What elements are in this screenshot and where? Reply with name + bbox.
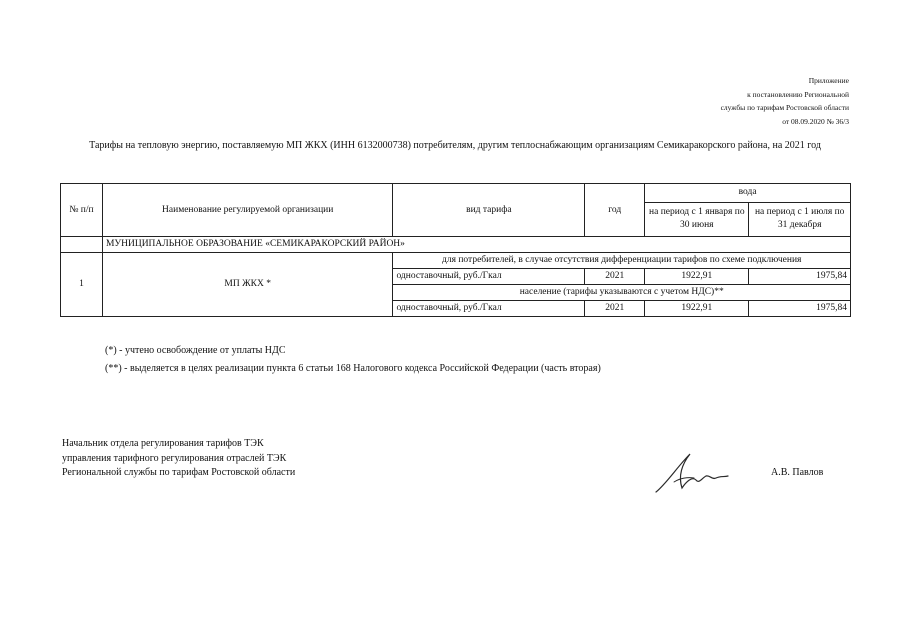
position-line-1: Начальник отдела регулирования тарифов ТЭК [62, 438, 264, 449]
section-2-period-1: 1922,91 [645, 301, 749, 317]
municipality-empty-cell [61, 237, 103, 253]
appendix-line-3: службы по тарифам Ростовской области [720, 103, 849, 112]
section-1-period-2: 1975,84 [749, 269, 851, 285]
header-period-2: на период с 1 июля по 31 декабря [749, 202, 851, 236]
municipality-name: МУНИЦИПАЛЬНОЕ ОБРАЗОВАНИЕ «СЕМИКАРАКОРСКИЙ РАЙОН» [102, 237, 850, 253]
section-2-period-2: 1975,84 [749, 301, 851, 317]
header-period-1: на период с 1 января по 30 июня [645, 202, 749, 236]
section-2-type: одноставочный, руб./Гкал [393, 301, 585, 317]
header-year: год [585, 184, 645, 237]
section-1-label: для потребителей, в случае отсутствия дифференциации тарифов по схеме подключения [393, 253, 851, 269]
section-1-type: одноставочный, руб./Гкал [393, 269, 585, 285]
section-1-year: 2021 [585, 269, 645, 285]
row-num: 1 [61, 253, 103, 317]
appendix-block [721, 74, 849, 128]
appendix-line-2: к постановлению Региональной [747, 89, 849, 99]
municipality-row [61, 237, 851, 253]
header-group-water: вода [645, 184, 851, 203]
section-1-period-1: 1922,91 [645, 269, 749, 285]
table-row [61, 253, 851, 269]
section-2-label: население (тарифы указываются с учетом НДС)** [393, 285, 851, 301]
footnote-2: (**) - выделяется в целях реализации пункта 6 статьи 168 Налогового кодекса Российской Федерации (часть вторая) [105, 363, 601, 374]
header-num: № п/п [61, 184, 103, 237]
handwritten-signature [652, 450, 730, 495]
table-header-row [61, 184, 851, 203]
section-2-year: 2021 [585, 301, 645, 317]
row-org: МП ЖКХ * [102, 253, 393, 317]
position-line-2: управления тарифного регулирования отраслей ТЭК [62, 452, 287, 464]
document-title: Тарифы на тепловую энергию, поставляемую МП ЖКХ (ИНН 6132000738) потребителям, другим теплоснабжающим организациям Семикаракорского района, на 2021 год [89, 140, 821, 151]
appendix-line-4: от 08.09.2020 № 36/3 [782, 116, 849, 126]
appendix-line-1: Приложение [808, 76, 849, 85]
footnote-1: (*) - учтено освобождение от уплаты НДС [105, 345, 286, 356]
tariff-table [60, 183, 851, 317]
signer-name: А.В. Павлов [771, 467, 824, 478]
header-tariff-type: вид тарифа [393, 184, 585, 237]
position-line-3: Региональной службы по тарифам Ростовской области [62, 467, 296, 478]
header-org: Наименование регулируемой организации [102, 184, 393, 237]
signatory-position [62, 437, 295, 481]
footnotes [105, 342, 601, 378]
